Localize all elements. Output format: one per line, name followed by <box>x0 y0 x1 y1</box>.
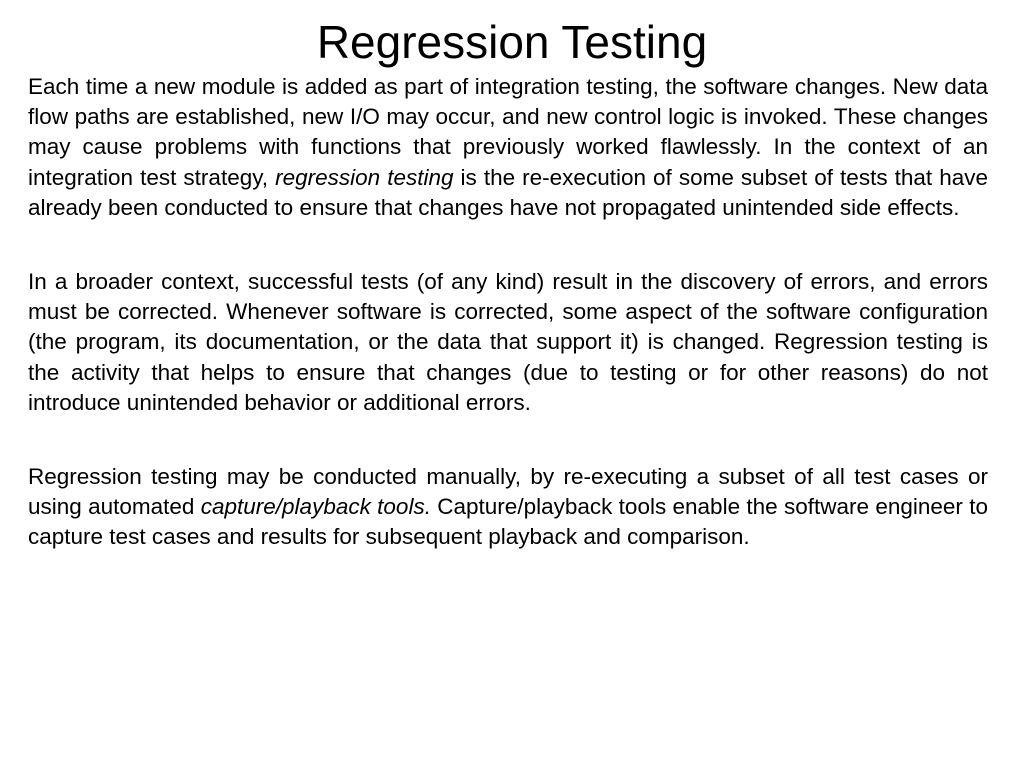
paragraph-definition <box>28 72 988 223</box>
capture-playback-tools-emphasis: capture/playback tools. <box>200 494 431 520</box>
regression-testing-emphasis: regression testing <box>275 164 454 190</box>
paragraph-manual-automated <box>28 462 988 553</box>
slide-title: Regression Testing <box>316 16 708 68</box>
paragraph-manual-automated-text-end: Capture/playback tools enable the software engineer to capture test cases and results for subsequent playback and comparison. <box>28 494 988 550</box>
paragraph-definition-text-end: is the re-execution of some subset of tests that have already been conducted to ensure that changes have not propagated unintended side effects. <box>28 164 988 220</box>
paragraph-broader-context-text: In a broader context, successful tests (of any kind) result in the discovery of errors, and errors must be corrected. Whenever software is corrected, some aspect of the software configuration (the program, its documentation, or the data that support it) is changed. Regression testing is the activity that helps to ensure that changes (due to testing or for other reasons) do not introduce unintended behavior or additional errors. <box>28 269 988 415</box>
paragraph-broader-context <box>28 267 988 418</box>
paragraph-manual-automated-text-start: Regression testing may be conducted manually, by re-executing a subset of all test cases or using automated <box>28 464 988 520</box>
paragraph-definition-text-start: Each time a new module is added as part of integration testing, the software changes. New data flow paths are established, new I/O may occur, and new control logic is invoked. These changes may cause problems with functions that previously worked flawlessly. In the context of an integration test strategy, <box>28 74 988 190</box>
slide-body <box>28 72 988 553</box>
